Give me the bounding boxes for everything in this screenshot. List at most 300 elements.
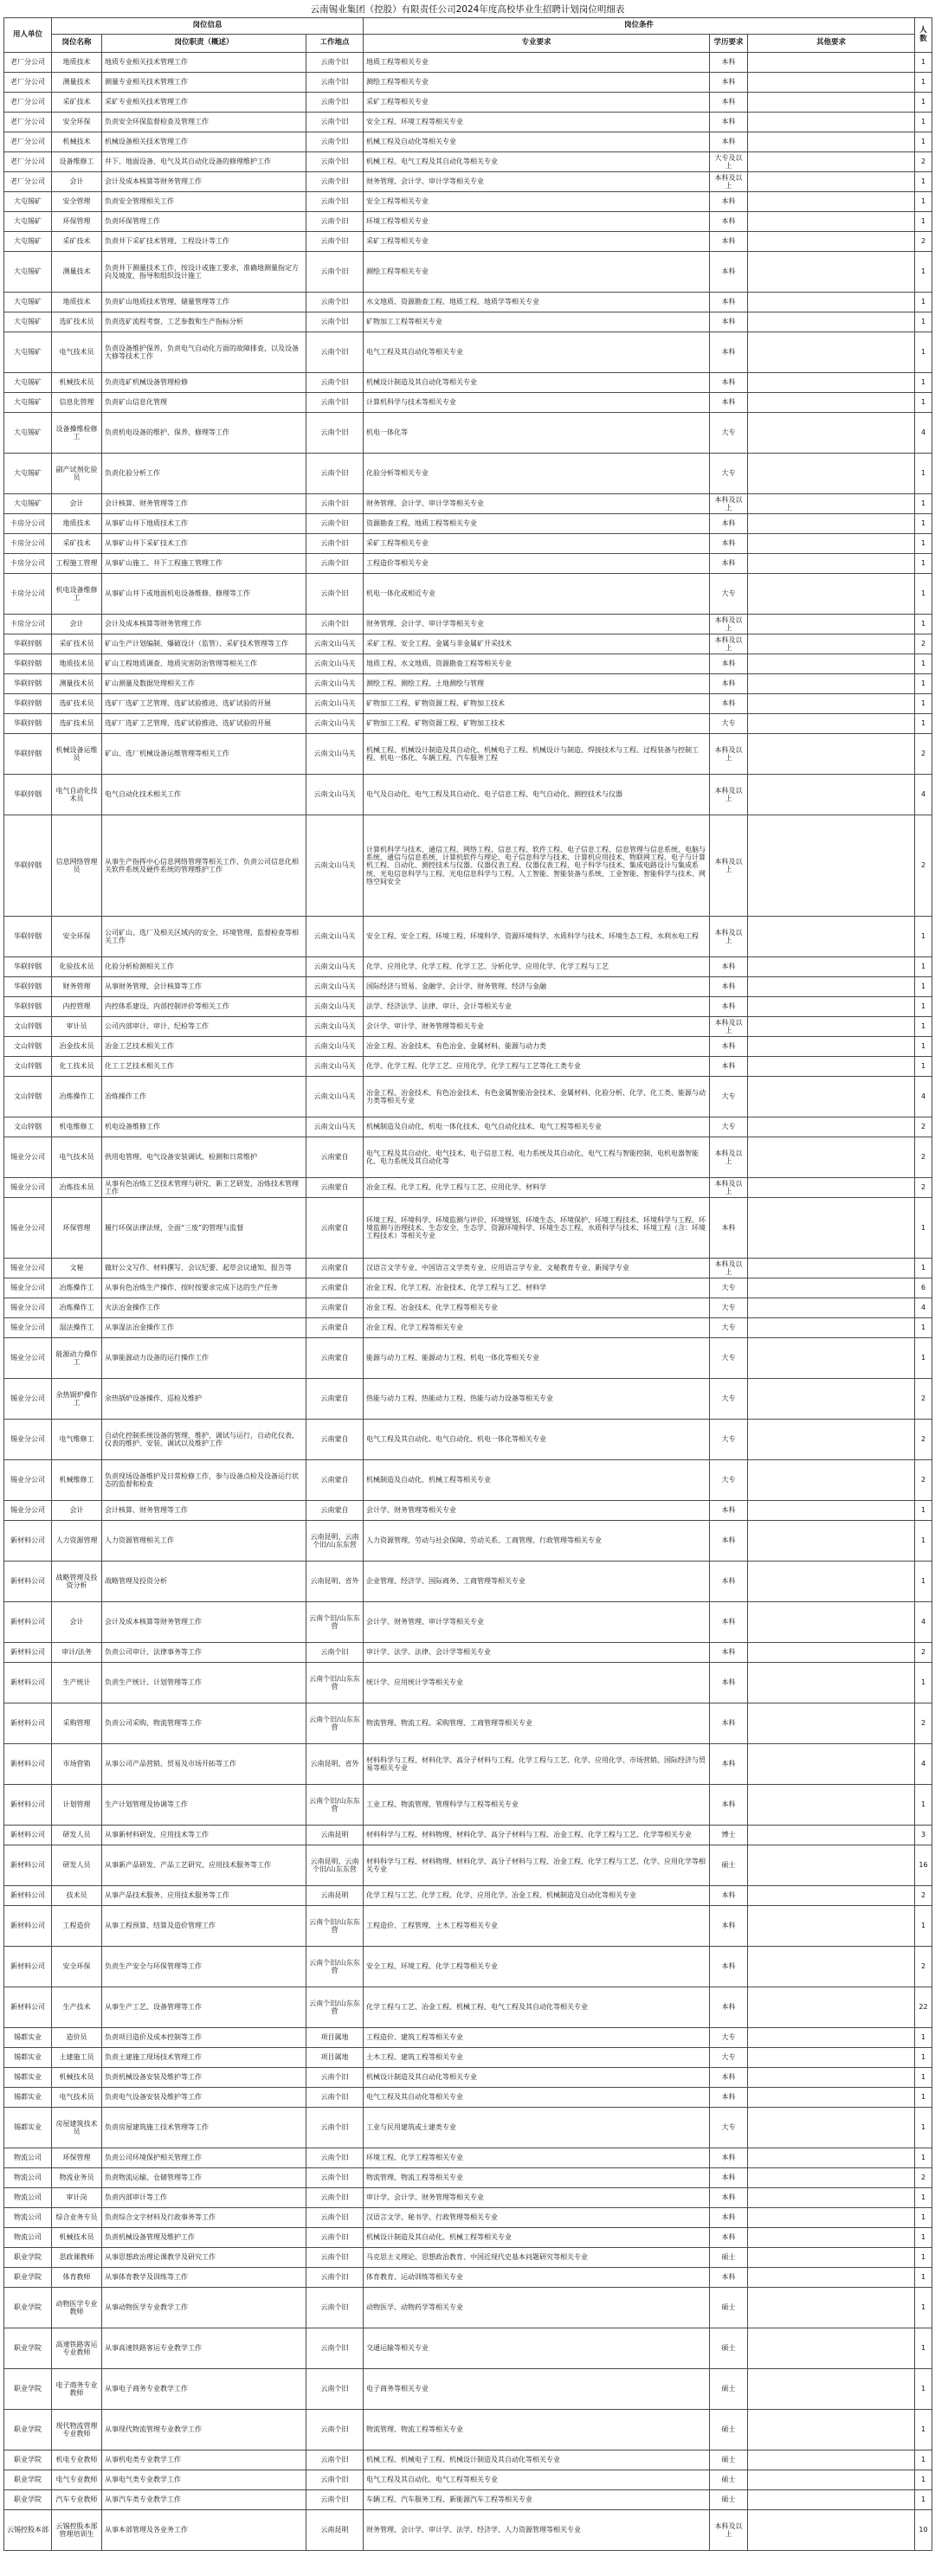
cell-duty: 会计及成本核算等财务管理工作 — [102, 615, 306, 634]
table-row — [4, 332, 932, 373]
cell-other — [748, 2028, 915, 2048]
cell-other — [748, 1947, 915, 1987]
cell-post-name: 研发人员 — [52, 1845, 102, 1886]
header-post-name: 岗位名称 — [52, 35, 102, 53]
cell-duty: 余热锅炉设备操作、巡检及维护 — [102, 1379, 306, 1420]
cell-location: 云南个旧 — [306, 454, 364, 494]
cell-unit: 文山锌铟 — [4, 1117, 52, 1137]
cell-major: 材料科学与工程、材料化学、高分子材料与工程、化学工程与工艺、化学、应用化学、市场营销、国际经济与贸易等相关专业 — [364, 1744, 710, 1785]
cell-duty: 化验分析检测相关工作 — [102, 957, 306, 977]
cell-count: 4 — [915, 1298, 932, 1318]
cell-major: 电气工程及其自动化、电气工程等相关专业 — [364, 2470, 710, 2490]
cell-major: 冶金工程、冶金技术、有色冶金、金属材料、能源与动力类 — [364, 1037, 710, 1057]
cell-post-name: 高速铁路客运专业教师 — [52, 2328, 102, 2369]
cell-count: 1 — [915, 654, 932, 674]
cell-post-name: 冶炼操作工 — [52, 1077, 102, 1117]
cell-duty: 从事汽车类专业教学工作 — [102, 2490, 306, 2510]
cell-count: 2 — [915, 1178, 932, 1198]
cell-other — [748, 815, 915, 917]
cell-post-name: 云锡控股本部管理培训生 — [52, 2510, 102, 2551]
cell-other — [748, 1602, 915, 1643]
table-row — [4, 1137, 932, 1178]
cell-other — [748, 2208, 915, 2228]
cell-location: 云南个旧 — [306, 2228, 364, 2248]
cell-degree: 本科 — [710, 514, 748, 534]
cell-duty: 从事公司产品营销、贸易及市场开拓等工作 — [102, 1744, 306, 1785]
cell-major: 会计学、财务管理、审计学等相关专业 — [364, 1602, 710, 1643]
cell-degree: 大专 — [710, 2048, 748, 2068]
cell-degree: 本科及以上 — [710, 615, 748, 634]
cell-duty: 从事湿法冶金操作工作 — [102, 1318, 306, 1338]
cell-other — [748, 957, 915, 977]
cell-count: 1 — [915, 2328, 932, 2369]
cell-other — [748, 977, 915, 997]
cell-other — [748, 615, 915, 634]
cell-count: 2 — [915, 1379, 932, 1420]
cell-duty: 负责矿山信息化管理 — [102, 393, 306, 413]
cell-unit: 大屯锡矿 — [4, 312, 52, 332]
cell-unit: 锡业分公司 — [4, 1379, 52, 1420]
cell-count: 1 — [915, 93, 932, 113]
cell-location: 云南蒙自 — [306, 1379, 364, 1420]
cell-location: 云南蒙自 — [306, 1298, 364, 1318]
cell-major: 电子商务等相关专业 — [364, 2369, 710, 2410]
cell-location: 云南个旧 — [306, 373, 364, 393]
cell-location: 云南个旧 — [306, 2369, 364, 2410]
cell-unit: 新材料公司 — [4, 1987, 52, 2028]
cell-location: 云南个旧 — [306, 93, 364, 113]
cell-post-name: 生产统计 — [52, 1663, 102, 1703]
cell-post-name: 采购管理 — [52, 1703, 102, 1744]
cell-degree: 大专 — [710, 1117, 748, 1137]
table-row — [4, 454, 932, 494]
cell-major: 采矿工程等相关专业 — [364, 93, 710, 113]
cell-major: 法学、经济法学、法律、审计、会计等相关专业 — [364, 997, 710, 1017]
cell-location: 云南个旧/山东东营 — [306, 1906, 364, 1947]
cell-location: 云南文山马关 — [306, 634, 364, 654]
cell-location: 云南个旧 — [306, 152, 364, 172]
cell-post-name: 冶炼操作工 — [52, 1278, 102, 1298]
cell-major: 会计学、财务管理等相关专业 — [364, 1501, 710, 1521]
cell-unit: 文山锌铟 — [4, 1077, 52, 1117]
cell-major: 机械制造及自动化、机械工程等相关专业 — [364, 1460, 710, 1501]
cell-degree: 本科 — [710, 113, 748, 132]
cell-count: 2 — [915, 232, 932, 252]
cell-other — [748, 2470, 915, 2490]
cell-count: 4 — [915, 1602, 932, 1643]
cell-unit: 锡业分公司 — [4, 1318, 52, 1338]
cell-count: 1 — [915, 494, 932, 514]
cell-duty: 选矿厂选矿工艺管理、选矿试验推进、选矿试验的开展 — [102, 714, 306, 734]
cell-major: 安全工程、安全工程、环境工程、环境科学、资源环境科学、水质科学与技术、环境生态工程、水利水电工程 — [364, 917, 710, 957]
cell-count: 1 — [915, 977, 932, 997]
table-row — [4, 2168, 932, 2188]
cell-unit: 物流公司 — [4, 2208, 52, 2228]
cell-other — [748, 2248, 915, 2268]
cell-degree: 本科 — [710, 2188, 748, 2208]
cell-location: 云南昆明 — [306, 1886, 364, 1906]
cell-location: 云南文山马关 — [306, 815, 364, 917]
cell-post-name: 电气技术员 — [52, 1137, 102, 1178]
cell-duty: 负责电气设备安装及维护等工作 — [102, 2088, 306, 2108]
cell-count: 1 — [915, 1057, 932, 1077]
cell-duty: 负责内部审计等工作 — [102, 2188, 306, 2208]
cell-unit: 锡业分公司 — [4, 1298, 52, 1318]
cell-unit: 职业学院 — [4, 2288, 52, 2328]
cell-post-name: 机电专业教师 — [52, 2450, 102, 2470]
cell-major: 工程造价等相关专业 — [364, 554, 710, 574]
table-row — [4, 1338, 932, 1379]
cell-degree: 本科 — [710, 977, 748, 997]
cell-other — [748, 694, 915, 714]
cell-other — [748, 674, 915, 694]
cell-post-name: 会计 — [52, 615, 102, 634]
cell-location: 云南个旧 — [306, 393, 364, 413]
table-row — [4, 775, 932, 815]
cell-major: 矿物加工工程等相关专业 — [364, 312, 710, 332]
cell-duty: 负责机械设备管理及维护工作 — [102, 2228, 306, 2248]
cell-unit: 锡业分公司 — [4, 1501, 52, 1521]
cell-location: 云南个旧/山东东营 — [306, 1785, 364, 1826]
cell-major: 国际经济与贸易、金融学、会计学、财务管理、经济与金融 — [364, 977, 710, 997]
cell-location: 云南个旧 — [306, 53, 364, 73]
cell-count: 1 — [915, 1259, 932, 1278]
cell-duty: 选矿厂选矿工艺管理、选矿试验推进、选矿试验的开展 — [102, 694, 306, 714]
cell-degree: 大专 — [710, 1298, 748, 1318]
cell-post-name: 选矿技术员 — [52, 312, 102, 332]
cell-duty: 从事生产指挥中心信息网络管理等相关工作，负责公司信息化相关软件系统及硬件系统的管理维护工作 — [102, 815, 306, 917]
cell-duty: 负责现场设备维护及日常检修工作，参与设备点检及设备运行状态的监督和检查 — [102, 1460, 306, 1501]
cell-location: 云南昆明 — [306, 2510, 364, 2551]
cell-location: 云南个旧/山东东营 — [306, 1947, 364, 1987]
header-degree: 学历要求 — [710, 35, 748, 53]
header-other: 其他要求 — [748, 35, 915, 53]
cell-location: 云南文山马关 — [306, 997, 364, 1017]
cell-count: 4 — [915, 413, 932, 454]
cell-duty: 负责公司环境保护相关管理工作 — [102, 2148, 306, 2168]
cell-location: 云南个旧 — [306, 2268, 364, 2288]
cell-unit: 锡业分公司 — [4, 1137, 52, 1178]
cell-duty: 生产计划管理及协调等工作 — [102, 1785, 306, 1826]
cell-location: 云南个旧 — [306, 2208, 364, 2228]
table-row — [4, 1420, 932, 1460]
cell-unit: 卡房分公司 — [4, 514, 52, 534]
cell-degree: 大专 — [710, 1278, 748, 1298]
table-row — [4, 1826, 932, 1845]
table-row — [4, 2369, 932, 2410]
cell-location: 云南文山马关 — [306, 1117, 364, 1137]
cell-major: 采矿工程、安全工程、金属与非金属矿开采技术 — [364, 634, 710, 654]
cell-post-name: 选矿技术员 — [52, 694, 102, 714]
cell-duty: 从事财务管理、会计核算等工作 — [102, 977, 306, 997]
cell-unit: 华联锌铟 — [4, 734, 52, 775]
cell-count: 1 — [915, 73, 932, 93]
cell-major: 环境工程、环境科学、环境监测与评价、环境规划、环境生态、环境保护、环境工程技术、环境科学与工程、环境监测与治理技术、生态安全、生态学、资源环境科学、环境生态工程、水质科学与技术、环境工程（含：环境工程技术）等相关专业 — [364, 1198, 710, 1259]
cell-degree: 本科 — [710, 2068, 748, 2088]
cell-degree: 本科及以上 — [710, 775, 748, 815]
cell-degree: 大专 — [710, 1420, 748, 1460]
cell-unit: 老厂分公司 — [4, 93, 52, 113]
cell-unit: 老厂分公司 — [4, 172, 52, 192]
cell-unit: 大屯锡矿 — [4, 332, 52, 373]
cell-count: 1 — [915, 393, 932, 413]
cell-degree: 硕士 — [710, 2328, 748, 2369]
cell-unit: 物流公司 — [4, 2168, 52, 2188]
cell-unit: 大屯锡矿 — [4, 393, 52, 413]
cell-other — [748, 2068, 915, 2088]
table-row — [4, 1460, 932, 1501]
cell-other — [748, 714, 915, 734]
cell-other — [748, 2268, 915, 2288]
cell-location: 云南个旧 — [306, 2188, 364, 2208]
cell-count: 2 — [915, 1947, 932, 1987]
cell-duty: 负责安全环保监督检查及管理工作 — [102, 113, 306, 132]
table-row — [4, 1379, 932, 1420]
cell-count: 1 — [915, 2248, 932, 2268]
cell-degree: 本科 — [710, 1057, 748, 1077]
cell-duty: 机械设备相关技术管理工作 — [102, 132, 306, 152]
cell-unit: 锡业分公司 — [4, 1278, 52, 1298]
cell-location: 云南个旧 — [306, 2328, 364, 2369]
cell-other — [748, 654, 915, 674]
cell-major: 矿物加工工程、矿物资源工程、矿物加工技术 — [364, 694, 710, 714]
table-row — [4, 494, 932, 514]
cell-location: 云南个旧 — [306, 615, 364, 634]
cell-major: 地质工程等相关专业 — [364, 53, 710, 73]
table-row — [4, 1318, 932, 1338]
cell-duty: 机电设备维修工作 — [102, 1117, 306, 1137]
cell-major: 能源与动力工程、能源动力工程、机电一体化等相关专业 — [364, 1338, 710, 1379]
cell-post-name: 电气自动化技术员 — [52, 775, 102, 815]
cell-location: 云南蒙自 — [306, 1501, 364, 1521]
cell-unit: 文山锌铟 — [4, 1017, 52, 1037]
cell-degree: 本科 — [710, 312, 748, 332]
cell-degree: 大专 — [710, 574, 748, 615]
cell-degree: 本科 — [710, 1501, 748, 1521]
table-row — [4, 2248, 932, 2268]
cell-other — [748, 2228, 915, 2248]
cell-duty: 从事高速铁路客运专业教学工作 — [102, 2328, 306, 2369]
cell-count: 2 — [915, 1137, 932, 1178]
cell-post-name: 会计 — [52, 1501, 102, 1521]
cell-count: 1 — [915, 1338, 932, 1379]
cell-duty: 负责环保管理工作 — [102, 212, 306, 232]
cell-count: 1 — [915, 1318, 932, 1338]
cell-post-name: 电气维修工 — [52, 1420, 102, 1460]
cell-other — [748, 1826, 915, 1845]
table-row — [4, 1785, 932, 1826]
cell-count: 1 — [915, 2288, 932, 2328]
cell-count: 1 — [915, 674, 932, 694]
cell-other — [748, 2148, 915, 2168]
cell-other — [748, 152, 915, 172]
cell-location: 云南蒙自 — [306, 1137, 364, 1178]
cell-degree: 本科及以上 — [710, 172, 748, 192]
cell-duty: 从事思想政治理论课教学及研究工作 — [102, 2248, 306, 2268]
cell-post-name: 内控管理 — [52, 997, 102, 1017]
cell-other — [748, 1460, 915, 1501]
cell-major: 车辆工程、汽车服务工程、新能源汽车工程等相关专业 — [364, 2490, 710, 2510]
cell-degree: 本科及以上 — [710, 815, 748, 917]
cell-degree: 大专 — [710, 714, 748, 734]
table-row — [4, 1057, 932, 1077]
cell-major: 冶金工程、冶金技术、有色冶金技术、有色金属智能冶金技术、金属材料、化验分析、化学、化工类、能源与动力类等相关专业 — [364, 1077, 710, 1117]
cell-major: 机械设计制造及其自动化、机械工程等相关专业 — [364, 2228, 710, 2248]
table-row — [4, 53, 932, 73]
cell-other — [748, 1259, 915, 1278]
cell-duty: 矿山工程地质调查、地质灾害防治管理等相关工作 — [102, 654, 306, 674]
cell-duty: 负责机械设备安装及维护等工作 — [102, 2068, 306, 2088]
cell-post-name: 电气技术员 — [52, 2088, 102, 2108]
cell-other — [748, 252, 915, 293]
cell-post-name: 湿法操作工 — [52, 1318, 102, 1338]
cell-count: 6 — [915, 1278, 932, 1298]
cell-major: 汉语言文学专业、中国语言文学类专业、应用语言学专业、文秘教育专业、新闻学专业 — [364, 1259, 710, 1278]
cell-major: 机械工程、电气工程及其自动化等相关专业 — [364, 152, 710, 172]
cell-unit: 职业学院 — [4, 2268, 52, 2288]
table-row — [4, 2188, 932, 2208]
cell-location: 云南个旧 — [306, 212, 364, 232]
cell-other — [748, 2108, 915, 2148]
cell-major: 机械制造及自动化、机电一体化技术、电气自动化技术、电气工程等相关专业 — [364, 1117, 710, 1137]
cell-other — [748, 1338, 915, 1379]
cell-post-name: 现代物流管理专业教师 — [52, 2410, 102, 2450]
cell-other — [748, 534, 915, 554]
cell-count: 3 — [915, 1826, 932, 1845]
cell-unit: 华联锌铟 — [4, 694, 52, 714]
cell-count: 1 — [915, 53, 932, 73]
table-row — [4, 1501, 932, 1521]
cell-degree: 本科 — [710, 674, 748, 694]
cell-location: 云南蒙自 — [306, 1259, 364, 1278]
cell-location: 云南个旧 — [306, 2148, 364, 2168]
cell-duty: 负责综合文字材料及行政事务等工作 — [102, 2208, 306, 2228]
table-row — [4, 2228, 932, 2248]
cell-count: 1 — [915, 1906, 932, 1947]
cell-degree: 本科 — [710, 997, 748, 1017]
cell-duty: 会计及成本核算等财务管理工作 — [102, 172, 306, 192]
table-row — [4, 514, 932, 534]
cell-post-name: 计划管理 — [52, 1785, 102, 1826]
cell-degree: 大专 — [710, 1379, 748, 1420]
cell-other — [748, 1562, 915, 1602]
cell-unit: 锡都实业 — [4, 2028, 52, 2048]
cell-unit: 华联锌铟 — [4, 815, 52, 917]
table-row — [4, 1845, 932, 1886]
cell-count: 22 — [915, 1987, 932, 2028]
cell-degree: 大专 — [710, 1460, 748, 1501]
table-row — [4, 1017, 932, 1037]
table-row — [4, 1259, 932, 1278]
cell-location: 云南个旧 — [306, 192, 364, 212]
cell-major: 机械工程、机械电子工程、机械设计制造及其自动化等相关专业 — [364, 2450, 710, 2470]
cell-unit: 老厂分公司 — [4, 53, 52, 73]
cell-count: 2 — [915, 152, 932, 172]
cell-unit: 大屯锡矿 — [4, 413, 52, 454]
cell-unit: 新材料公司 — [4, 1845, 52, 1886]
cell-duty: 从事能源动力设备的运行操作工作 — [102, 1338, 306, 1379]
cell-duty: 化工工艺技术相关工作 — [102, 1057, 306, 1077]
table-row — [4, 714, 932, 734]
cell-post-name: 采矿技术 — [52, 93, 102, 113]
header-major: 专业要求 — [364, 35, 710, 53]
cell-post-name: 安全管理 — [52, 192, 102, 212]
cell-location: 云南个旧 — [306, 73, 364, 93]
cell-duty: 公司内部审计、审计、纪检等工作 — [102, 1017, 306, 1037]
cell-post-name: 环保管理 — [52, 2148, 102, 2168]
cell-major: 计算机科学与技术等相关专业 — [364, 393, 710, 413]
cell-unit: 职业学院 — [4, 2328, 52, 2369]
cell-major: 交通运输等相关专业 — [364, 2328, 710, 2369]
cell-degree: 本科 — [710, 2268, 748, 2288]
cell-unit: 云锡控股本部 — [4, 2510, 52, 2551]
cell-duty: 从事矿山井下或地面机电设备维修、修理等工作 — [102, 574, 306, 615]
cell-post-name: 思政课教师 — [52, 2248, 102, 2268]
cell-major: 采矿工程等相关专业 — [364, 232, 710, 252]
cell-post-name: 动物医学专业教师 — [52, 2288, 102, 2328]
table-row — [4, 192, 932, 212]
cell-post-name: 选矿技术员 — [52, 714, 102, 734]
cell-location: 云南文山马关 — [306, 694, 364, 714]
cell-unit: 新材料公司 — [4, 1886, 52, 1906]
cell-other — [748, 1198, 915, 1259]
cell-post-name: 电气技术员 — [52, 332, 102, 373]
cell-post-name: 机电维修工 — [52, 1117, 102, 1137]
cell-major: 统计学、应用统计学等相关专业 — [364, 1663, 710, 1703]
cell-count: 1 — [915, 1198, 932, 1259]
recruitment-table — [3, 17, 932, 2551]
cell-degree: 本科 — [710, 1562, 748, 1602]
cell-post-name: 文秘 — [52, 1259, 102, 1278]
cell-post-name: 能源动力操作工 — [52, 1338, 102, 1379]
cell-duty: 电气自动化技术相关工作 — [102, 775, 306, 815]
cell-degree: 本科 — [710, 554, 748, 574]
cell-other — [748, 1117, 915, 1137]
cell-count: 1 — [915, 2410, 932, 2450]
cell-other — [748, 1521, 915, 1562]
cell-unit: 新材料公司 — [4, 1947, 52, 1987]
cell-location: 云南文山马关 — [306, 654, 364, 674]
cell-other — [748, 53, 915, 73]
cell-location: 云南个旧 — [306, 293, 364, 312]
cell-other — [748, 574, 915, 615]
cell-duty: 负责房屋建筑施工技术管理等工作 — [102, 2108, 306, 2148]
cell-duty: 地质专业相关技术管理工作 — [102, 53, 306, 73]
table-row — [4, 2028, 932, 2048]
cell-location: 云南个旧 — [306, 232, 364, 252]
cell-duty: 从事产品技术服务、应用技术服务等工作 — [102, 1886, 306, 1906]
cell-post-name: 技术员 — [52, 1886, 102, 1906]
table-row — [4, 2328, 932, 2369]
cell-major: 测绘工程等相关专业 — [364, 73, 710, 93]
table-row — [4, 2490, 932, 2510]
cell-duty: 采矿专业相关技术管理工作 — [102, 93, 306, 113]
header-location: 工作地点 — [306, 35, 364, 53]
cell-degree: 硕士 — [710, 2490, 748, 2510]
cell-post-name: 安全环保 — [52, 1947, 102, 1987]
table-row — [4, 2108, 932, 2148]
cell-post-name: 机械技术员 — [52, 2068, 102, 2088]
cell-duty: 从事工程预算、结算及造价管理工作 — [102, 1906, 306, 1947]
cell-count: 1 — [915, 1037, 932, 1057]
cell-location: 云南文山马关 — [306, 674, 364, 694]
cell-count: 2 — [915, 634, 932, 654]
cell-major: 财务管理、会计学、审计学等相关专业 — [364, 615, 710, 634]
cell-unit: 职业学院 — [4, 2248, 52, 2268]
cell-location: 云南文山马关 — [306, 977, 364, 997]
cell-location: 项目属地 — [306, 2048, 364, 2068]
cell-major: 地质工程、水文地质、资源勘查工程等相关专业 — [364, 654, 710, 674]
